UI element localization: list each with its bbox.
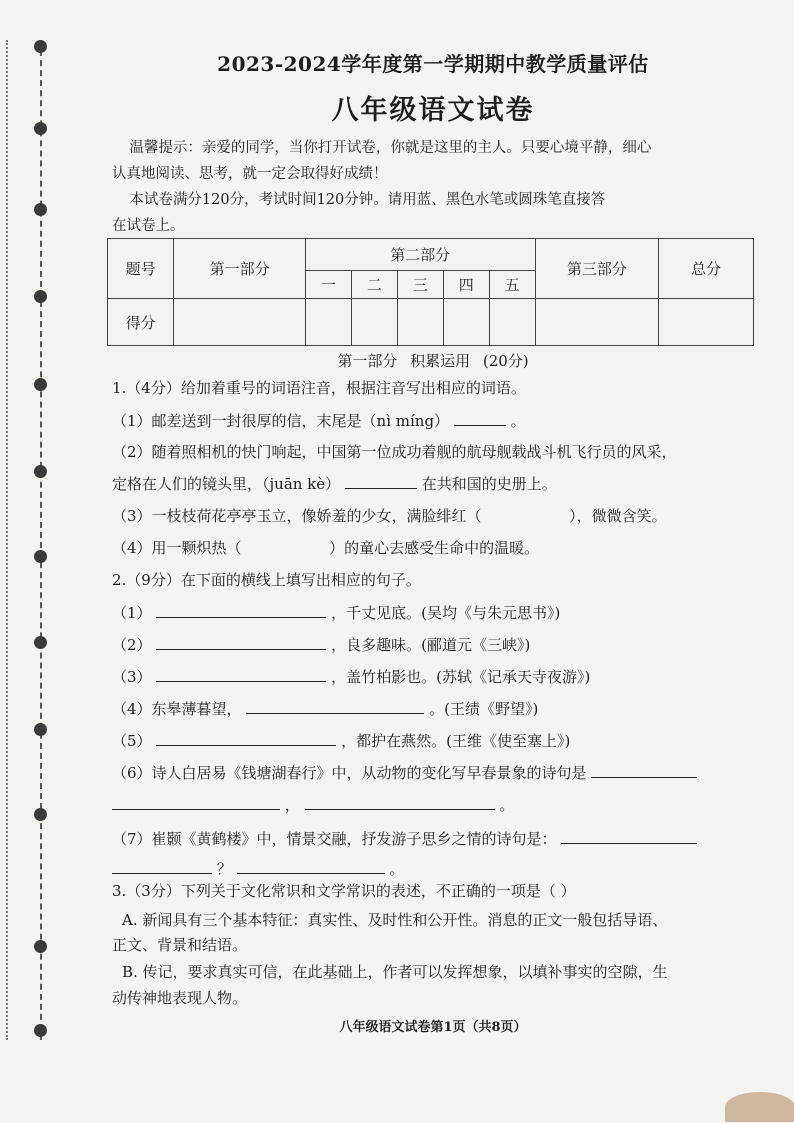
answer-blank[interactable] [156, 633, 326, 650]
col-part2-sub: 二 [351, 271, 397, 299]
col-part2-sub: 一 [305, 271, 351, 299]
answer-blank[interactable] [112, 793, 280, 810]
page-footer: 八年级语文试卷第1页（共8页） [339, 1020, 527, 1035]
binding-hole [34, 808, 47, 821]
exam-title: 2023-2024学年度第一学期期中教学质量评估 [217, 52, 649, 76]
col-part2-sub: 三 [397, 271, 443, 299]
q1-item-3: （3）一枝枝荷花亭亭玉立，像娇羞的少女，满脸绯红（ ），微微含笑。 [112, 507, 667, 525]
binding-hole [34, 465, 47, 478]
q3-option-b-1: B. 传记，要求真实可信，在此基础上，作者可以发挥想象，以填补事实的空隙，生 [122, 963, 668, 981]
binding-line [40, 40, 42, 1040]
binding-hole [34, 723, 47, 736]
col-part3: 第三部分 [535, 239, 658, 299]
q1-item-1: （1）邮差送到一封很厚的信，末尾是（nì míng） 。 [112, 409, 526, 432]
score-table [107, 238, 754, 346]
binding-hole [34, 636, 47, 649]
answer-blank[interactable] [454, 409, 506, 426]
finger-stain [725, 1092, 794, 1122]
score-cell[interactable] [489, 299, 535, 346]
answer-blank[interactable] [345, 472, 417, 489]
binding-hole [34, 378, 47, 391]
answer-blank[interactable] [156, 601, 326, 618]
answer-blank[interactable] [156, 729, 336, 746]
score-cell[interactable] [443, 299, 489, 346]
col-part1: 第一部分 [174, 239, 306, 299]
q3-option-a-2: 正文、背景和结语。 [112, 936, 248, 954]
q2-item-1: （1） ，千丈见底。(吴均《与朱元思书》) [112, 601, 560, 624]
binding-hole [34, 203, 47, 216]
answer-blank[interactable] [246, 697, 424, 714]
score-cell[interactable] [659, 299, 754, 346]
q2-item-6: （6）诗人白居易《钱塘湖春行》中，从动物的变化写早春景象的诗句是 [112, 761, 697, 784]
score-cell[interactable] [351, 299, 397, 346]
q2-item-5: （5） ，都护在燕然。(王维《使至塞上》) [112, 729, 570, 752]
q1-stem: 1.（4分）给加着重号的词语注音，根据注音写出相应的词语。 [112, 379, 526, 397]
binding-hole [34, 40, 47, 53]
answer-blank[interactable] [237, 857, 385, 874]
score-cell[interactable] [535, 299, 658, 346]
col-part2: 第二部分 [305, 239, 535, 271]
q2-item-4: （4）东皋薄暮望， 。(王绩《野望》) [112, 697, 538, 720]
answer-blank[interactable] [561, 827, 697, 844]
answer-blank[interactable] [112, 857, 212, 874]
score-cell[interactable] [397, 299, 443, 346]
col-part2-sub: 四 [443, 271, 489, 299]
q1-item-2b: 定格在人们的镜头里，（juān kè） 在共和国的史册上。 [112, 472, 557, 495]
q2-item-2: （2） ，良多趣味。(郦道元《三峡》) [112, 633, 530, 656]
binding-hole [34, 122, 47, 135]
info-line-2: 在试卷上。 [112, 218, 185, 234]
q2-item-7b: ？ 。 [112, 857, 404, 880]
q2-item-7: （7）崔颢《黄鹤楼》中，情景交融，抒发游子思乡之情的诗句是： [112, 827, 697, 850]
binding-hole [34, 550, 47, 563]
col-part2-sub: 五 [489, 271, 535, 299]
q3-option-a-1: A. 新闻具有三个基本特征：真实性、及时性和公开性。消息的正文一般包括导语、 [122, 911, 668, 929]
binding-hole [34, 940, 47, 953]
info-line-1: 本试卷满分120分，考试时间120分钟。请用蓝、黑色水笔或圆珠笔直接答 [129, 192, 606, 208]
score-cell[interactable] [305, 299, 351, 346]
score-cell[interactable] [174, 299, 306, 346]
page-edge-mark [0, 40, 8, 1040]
q1-item-2a: （2）随着照相机的快门响起，中国第一位成功着舰的航母舰载战斗机飞行员的风采， [112, 443, 677, 461]
answer-blank[interactable] [156, 665, 326, 682]
answer-blank[interactable] [591, 761, 697, 778]
row-label-score: 得分 [108, 299, 174, 346]
tip-line-2: 认真地阅读、思考，就一定会取得好成绩！ [112, 166, 388, 182]
answer-blank[interactable] [305, 793, 495, 810]
q3-option-b-2: 动传神地表现人物。 [112, 989, 248, 1007]
binding-hole [34, 1024, 47, 1037]
exam-subtitle: 八年级语文试卷 [331, 95, 535, 126]
q3-stem: 3.（3分）下列关于文化常识和文学常识的表述，不正确的一项是（ ） [112, 882, 576, 900]
q2-item-6b: ， 。 [112, 793, 514, 816]
tip-line-1: 温馨提示：亲爱的同学，当你打开试卷，你就是这里的主人。只要心境平静，细心 [129, 140, 652, 156]
q1-item-4: （4）用一颗炽热（ ）的童心去感受生命中的温暖。 [112, 539, 540, 557]
q2-item-3: （3） ，盖竹柏影也。(苏轼《记承天寺夜游》) [112, 665, 590, 688]
section-heading: 第一部分 积累运用 (20分) [337, 352, 529, 370]
col-total: 总分 [659, 239, 754, 299]
q2-stem: 2.（9分）在下面的横线上填写出相应的句子。 [112, 571, 421, 589]
row-label-number: 题号 [108, 239, 174, 299]
binding-hole [34, 290, 47, 303]
